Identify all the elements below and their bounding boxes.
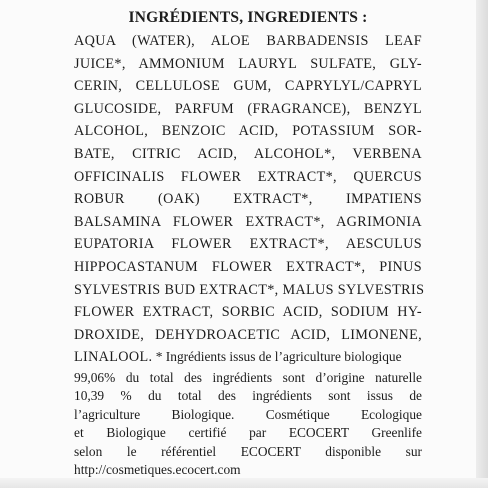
bottle-edge-shadow [476,0,488,488]
final-ingredient-line [74,346,422,369]
note-line: et Biologique certifié par ECOCERT Greenlife [74,425,422,441]
note-line: l’agriculture Biologique. Cosmétique Ecologique [74,406,422,422]
ingredient-line: SYLVESTRIS BUD EXTRACT*, MALUS SYLVESTRIS [74,281,425,298]
label-title: INGRÉDIENTS, INGREDIENTS : [128,9,368,26]
certifier-url: http://cosmetiques.ecocert.com [74,462,241,478]
ingredient-label [74,8,425,480]
ingredient-line: HIPPOCASTANUM FLOWER EXTRACT*, PINUS [74,258,422,275]
ingredient-line: EUPATORIA FLOWER EXTRACT*, AESCULUS [74,236,422,253]
note-line: 99,06% du total des ingrédients sont d’origine naturelle [74,369,422,385]
ingredient-list [74,30,425,346]
ingredient-line: AQUA (WATER), ALOE BARBADENSIS LEAF [74,33,422,49]
ingredient-line: ALCOHOL, BENZOIC ACID, POTASSIUM SOR- [74,123,422,140]
ingredient-line: FLOWER EXTRACT, SORBIC ACID, SODIUM HY- [74,304,422,321]
ingredient-line: CERIN, CELLULOSE GUM, CAPRYLYL/CAPRYL [74,78,422,95]
certification-note [74,369,422,480]
ingredient-line: DROXIDE, DEHYDROACETIC ACID, LIMONENE, [74,326,422,343]
ingredient-line: OFFICINALIS FLOWER EXTRACT*, QUERCUS [74,168,422,185]
note-line: selon le référentiel ECOCERT disponible sur [74,443,422,459]
note-line: 10,39 % du total des ingrédients sont issus de [74,388,422,404]
ingredient-line: BATE, CITRIC ACID, ALCOHOL*, VERBENA [74,145,422,162]
ingredient-line: ROBUR (OAK) EXTRACT*, IMPATIENS [74,191,422,208]
ingredient-line: JUICE*, AMMONIUM LAURYL SULFATE, GLY- [74,55,422,72]
bottom-edge-shadow [0,478,488,488]
organic-footnote: * Ingrédients issus de l’agriculture biologique [152,349,402,365]
final-ingredient: LINALOOL. [74,349,153,366]
ingredient-line: GLUCOSIDE, PARFUM (FRAGRANCE), BENZYL [74,100,422,117]
ingredient-line: BALSAMINA FLOWER EXTRACT*, AGRIMONIA [74,213,422,230]
